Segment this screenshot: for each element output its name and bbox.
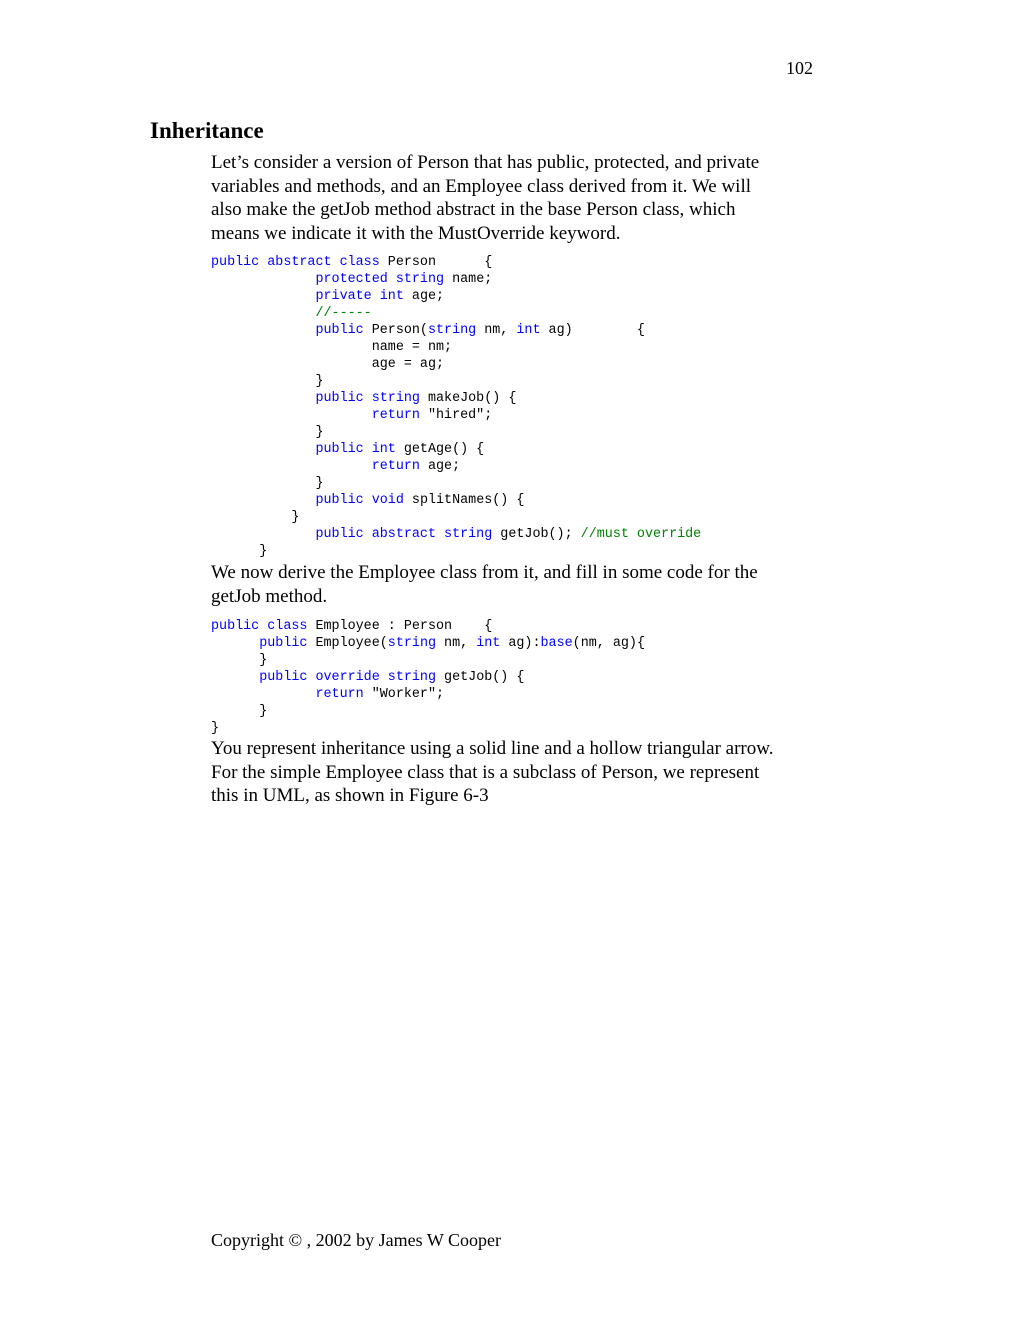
code-text: } — [211, 425, 324, 440]
code-text — [211, 408, 372, 423]
code-text: nm, — [436, 636, 477, 651]
code-keyword: base — [540, 636, 573, 651]
code-line — [211, 636, 645, 651]
code-line — [211, 289, 444, 304]
intro-line: means we indicate it with the MustOverride keyword. — [211, 222, 621, 244]
code-keyword: public void — [315, 493, 404, 508]
code-line — [211, 653, 267, 668]
code-keyword: return — [371, 408, 420, 423]
code-text — [211, 670, 259, 685]
code-keyword: string — [387, 636, 437, 651]
intro-line: variables and methods, and an Employee class derived from it. We will — [211, 175, 751, 197]
code-line — [211, 357, 444, 372]
code-line — [211, 340, 452, 355]
code-text: getAge() { — [395, 442, 485, 457]
code-line — [211, 374, 324, 389]
intro-line: also make the getJob method abstract in the base Person class, which — [211, 199, 736, 220]
code-keyword: public int — [315, 442, 396, 457]
code-line — [211, 391, 516, 406]
code-text: Person( — [363, 323, 428, 338]
code-text: Employee : Person { — [307, 619, 493, 634]
code-text: } — [211, 653, 268, 668]
code-line — [211, 323, 645, 338]
code-keyword: public — [259, 636, 308, 651]
code-text: getJob() { — [436, 670, 525, 685]
copyright-footer: Copyright © , 2002 by James W Cooper — [211, 1230, 501, 1250]
closing-line: For the simple Employee class that is a subclass of Person, we represent — [211, 761, 760, 783]
code-text: "Worker"; — [363, 687, 445, 702]
code-line — [211, 510, 299, 525]
code-keyword: public class — [211, 619, 308, 634]
code-keyword: public override string — [259, 670, 437, 685]
code-text: ag): — [500, 636, 541, 651]
middle-line: getJob method. — [211, 585, 328, 607]
code-comment: //----- — [315, 306, 372, 321]
code-line — [211, 670, 524, 685]
code-text — [211, 636, 259, 651]
code-keyword: string — [427, 323, 477, 338]
code-keyword: int — [516, 323, 541, 338]
section-heading: Inheritance — [150, 118, 264, 143]
code-keyword: return — [315, 687, 364, 702]
middle-paragraph — [211, 561, 821, 608]
closing-line: this in UML, as shown in Figure 6-3 — [211, 785, 489, 806]
code-line — [211, 408, 492, 423]
code-keyword: return — [371, 459, 420, 474]
closing-paragraph — [211, 737, 821, 808]
code-text: (nm, ag){ — [572, 636, 645, 651]
code-text: age; — [403, 289, 445, 304]
code-text — [211, 306, 315, 321]
code-keyword: public — [315, 323, 364, 338]
code-line — [211, 476, 324, 491]
code-keyword: int — [476, 636, 501, 651]
code-text — [211, 323, 315, 338]
code-line — [211, 704, 267, 719]
code-text — [211, 527, 315, 542]
code-text — [211, 289, 315, 304]
page-number: 102 — [786, 58, 813, 78]
code-line — [211, 255, 492, 270]
code-text — [211, 687, 315, 702]
code-line — [211, 306, 372, 321]
code-keyword: private int — [315, 289, 404, 304]
code-text: name = nm; — [211, 340, 453, 355]
code-text — [211, 391, 315, 406]
intro-line: Let’s consider a version of Person that has public, protected, and private — [211, 152, 760, 173]
code-line — [211, 442, 484, 457]
code-text: } — [211, 544, 268, 559]
code-text: nm, — [476, 323, 517, 338]
code-text: "hired"; — [419, 408, 493, 423]
code-text: Employee( — [307, 636, 388, 651]
code-keyword: public abstract class — [211, 255, 380, 270]
code-text: } — [211, 721, 220, 736]
code-text — [211, 493, 315, 508]
code-text: } — [211, 374, 324, 389]
middle-line: We now derive the Employee class from it, and fill in some code for the — [211, 562, 758, 583]
code-text: getJob(); — [492, 527, 581, 542]
code-line — [211, 721, 219, 736]
code-line — [211, 619, 492, 634]
code-line — [211, 527, 701, 542]
code-text: makeJob() { — [419, 391, 517, 406]
code-line — [211, 425, 324, 440]
code-text: Person { — [379, 255, 493, 270]
code-keyword: protected string — [315, 272, 445, 287]
code-text — [211, 272, 315, 287]
code-text: } — [211, 704, 268, 719]
employee-class-code-block — [211, 618, 645, 737]
code-keyword: public abstract string — [315, 527, 493, 542]
code-text: ag) { — [540, 323, 645, 338]
code-text: } — [211, 476, 324, 491]
code-line — [211, 687, 444, 702]
intro-paragraph — [211, 151, 821, 245]
person-class-code-block — [211, 254, 701, 560]
code-text: age; — [419, 459, 461, 474]
code-line — [211, 493, 524, 508]
code-keyword: public string — [315, 391, 420, 406]
code-text: name; — [444, 272, 493, 287]
code-text: splitNames() { — [403, 493, 525, 508]
code-comment: //must override — [580, 527, 702, 542]
code-line — [211, 459, 460, 474]
code-text — [211, 459, 372, 474]
code-text: age = ag; — [211, 357, 445, 372]
code-text — [211, 442, 315, 457]
code-line — [211, 544, 267, 559]
code-line — [211, 272, 492, 287]
code-text: } — [211, 510, 300, 525]
closing-line: You represent inheritance using a solid line and a hollow triangular arrow. — [211, 738, 774, 759]
